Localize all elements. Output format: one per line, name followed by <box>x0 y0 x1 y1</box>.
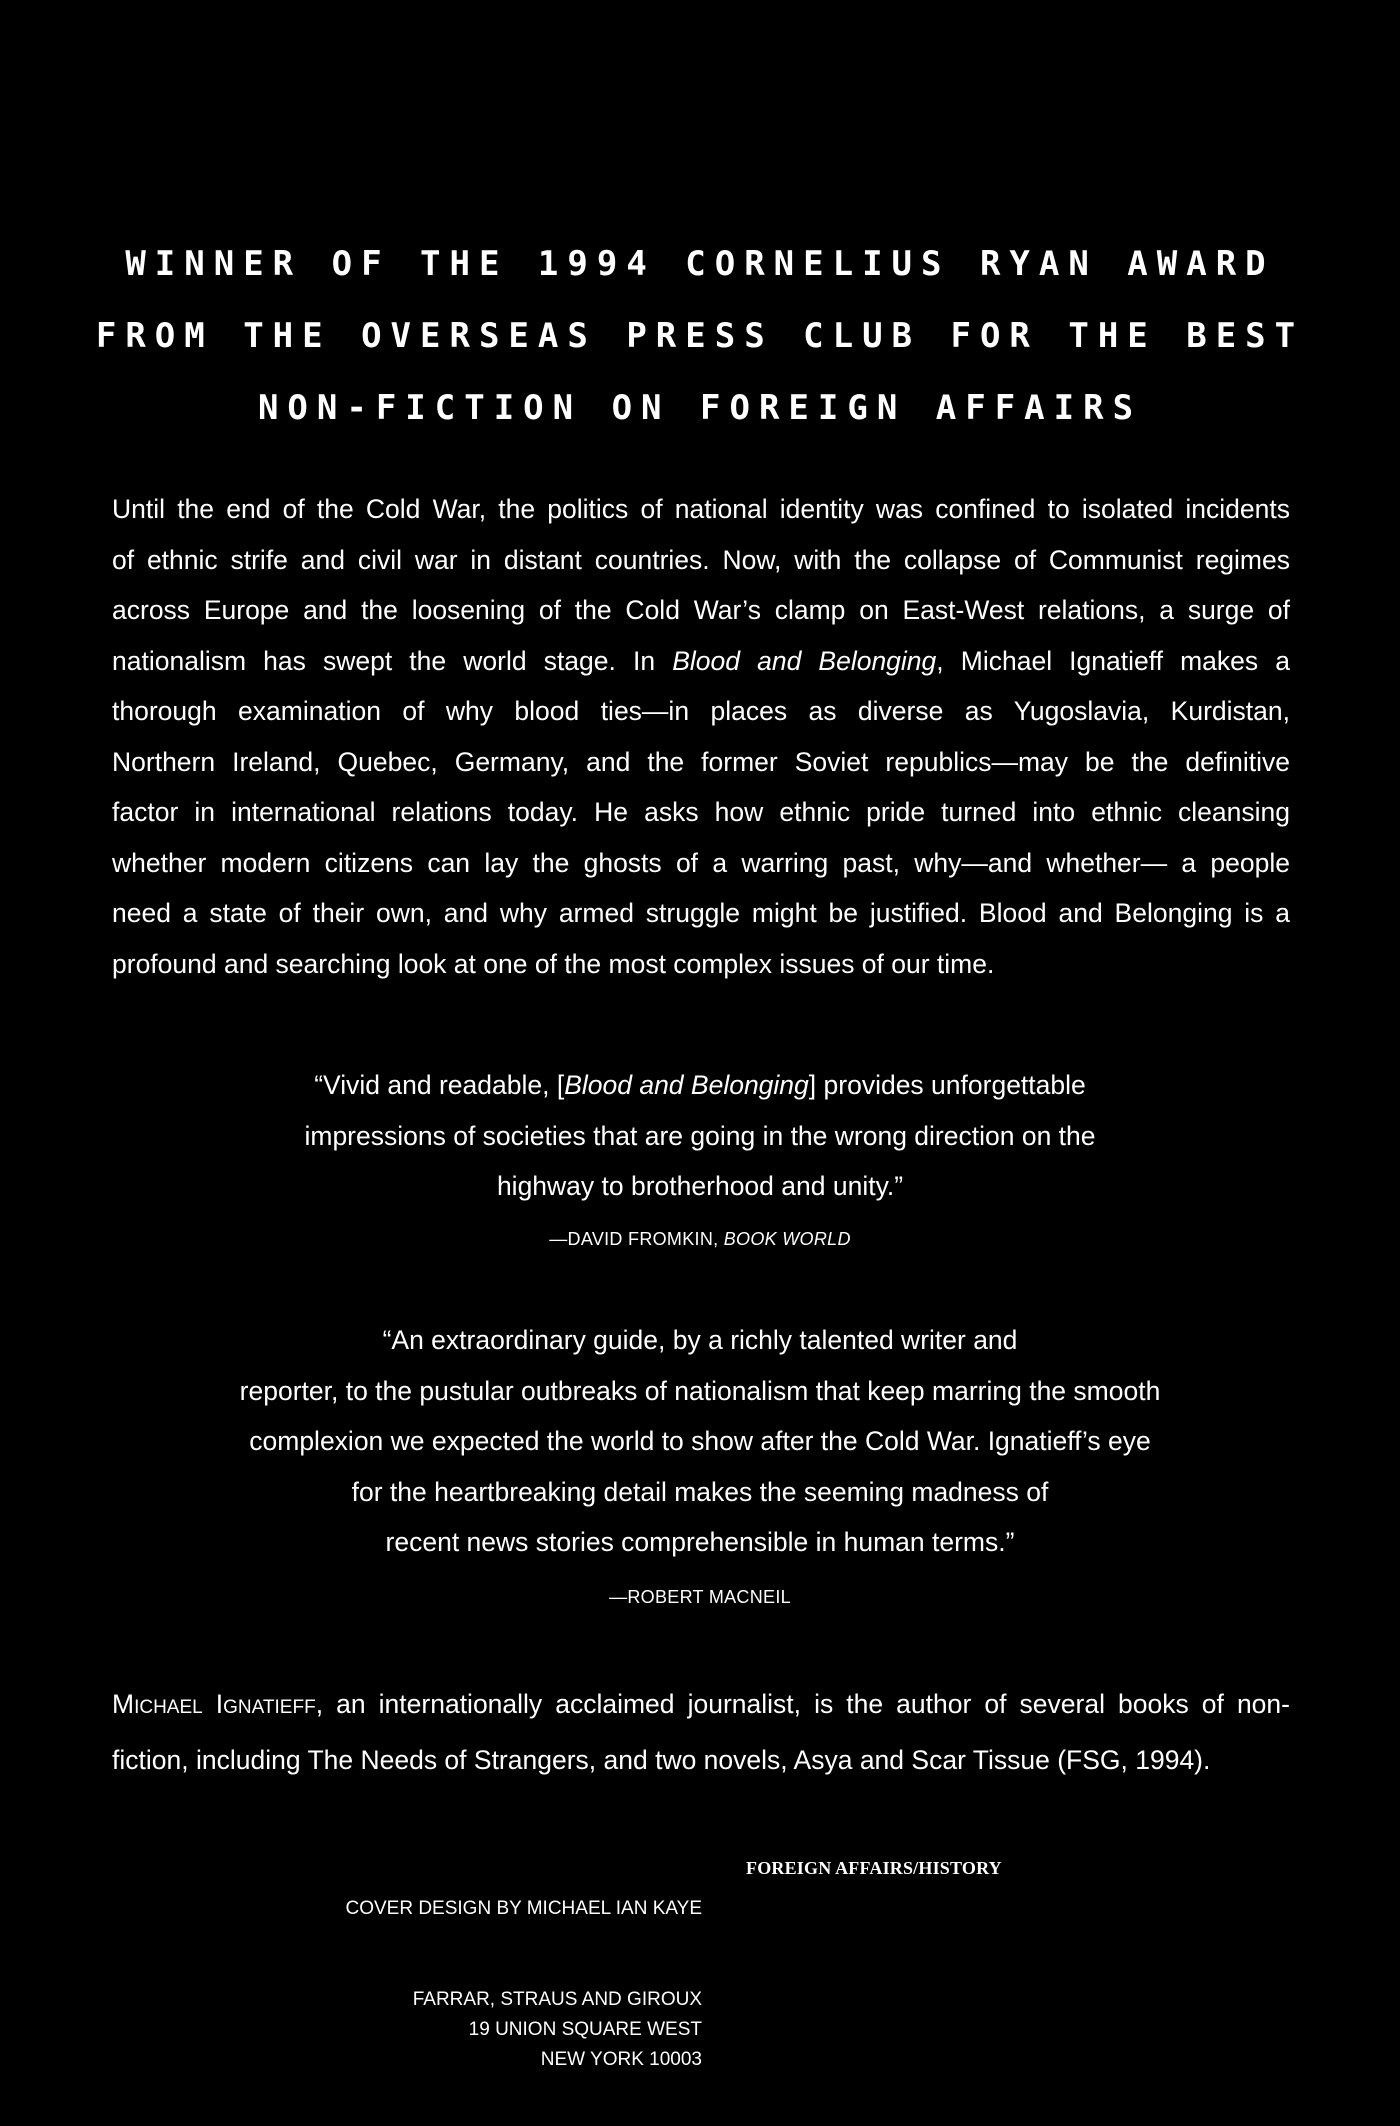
author-name: MICHAEL IGNATIEFF <box>112 1689 316 1719</box>
description-line <box>112 636 1290 687</box>
bio-text: , an internationally acclaimed journalist, is the author of several books of non- <box>315 1689 1290 1719</box>
description-line: whether modern citizens can lay the ghosts of a warring past, why—and whether— a people <box>112 847 1290 878</box>
book-title: Blood and Belonging <box>672 645 937 676</box>
description-line: need a state of their own, and why armed struggle might be justified. Blood and Belonging is a <box>112 898 1290 928</box>
bio-line: fiction, including The Needs of Strangers, and two novels, Asya and Scar Tissue (FSG, 1994). <box>112 1745 1211 1775</box>
publisher-street: 19 UNION SQUARE WEST <box>468 2019 702 2040</box>
quote-line: highway to brotherhood and unity.” <box>496 1171 904 1201</box>
bio-line <box>112 1678 1290 1734</box>
quote-attribution-fromkin <box>0 1229 1400 1250</box>
headline-line-2: FROM THE OVERSEAS PRESS CLUB FOR THE BEST <box>95 316 1305 356</box>
description-line: Until the end of the Cold War, the politics of national identity was confined to isolated incidents <box>112 494 1290 524</box>
description-text: , Michael Ignatieff makes a <box>936 645 1290 676</box>
description-line: factor in international relations today. He asks how ethnic pride turned into ethnic cleansing <box>112 797 1290 827</box>
award-headline <box>0 228 1400 444</box>
quote-line: “An extraordinary guide, by a richly talented writer and <box>382 1325 1018 1355</box>
quote-line: recent news stories comprehensible in human terms.” <box>385 1527 1015 1557</box>
cover-design-credit: COVER DESIGN BY MICHAEL IAN KAYE <box>345 1898 702 1919</box>
quote-line: impressions of societies that are going in the wrong direction on the <box>304 1120 1096 1151</box>
description-line: profound and searching look at one of the most complex issues of our time. <box>112 948 995 979</box>
publisher-name: FARRAR, STRAUS AND GIROUX <box>412 1989 702 2010</box>
book-title: Blood and Belonging <box>564 1070 809 1100</box>
description-text: nationalism has swept the world stage. In <box>112 645 673 676</box>
publisher-city: NEW YORK 10003 <box>540 2049 702 2070</box>
quote-line: complexion we expected the world to show after the Cold War. Ignatieff’s eye <box>249 1426 1151 1456</box>
quote-attribution-macneil: —ROBERT MACNEIL <box>609 1587 791 1607</box>
quote-fromkin <box>0 1060 1400 1212</box>
quote-text: “Vivid and readable, [ <box>314 1070 565 1100</box>
headline-line-1: WINNER OF THE 1994 CORNELIUS RYAN AWARD <box>125 244 1275 284</box>
description-line: of ethnic strife and civil war in distant countries. Now, with the collapse of Communist regimes <box>112 544 1290 575</box>
book-description <box>112 484 1290 989</box>
quote-line: for the heartbreaking detail makes the seeming madness of <box>351 1476 1049 1507</box>
attribution-source: BOOK WORLD <box>723 1229 851 1249</box>
headline-line-3: NON-FICTION ON FOREIGN AFFAIRS <box>257 388 1143 428</box>
description-line: thorough examination of why blood ties—in places as diverse as Yugoslavia, Kurdistan, <box>112 696 1290 726</box>
description-line: Northern Ireland, Quebec, Germany, and the former Soviet republics—may be the definitive <box>112 746 1290 777</box>
quote-macneil <box>0 1315 1400 1568</box>
quote-line <box>0 1060 1400 1111</box>
description-line: across Europe and the loosening of the Cold War’s clamp on East-West relations, a surge of <box>112 595 1290 625</box>
category-label: FOREIGN AFFAIRS/HISTORY <box>746 1858 1002 1878</box>
quote-line: reporter, to the pustular outbreaks of nationalism that keep marring the smooth <box>239 1375 1161 1406</box>
attribution-name: —DAVID FROMKIN, <box>549 1229 724 1249</box>
quote-text: ] provides unforgettable <box>808 1070 1086 1100</box>
publisher-address <box>413 1985 702 2075</box>
author-bio <box>112 1678 1290 1786</box>
